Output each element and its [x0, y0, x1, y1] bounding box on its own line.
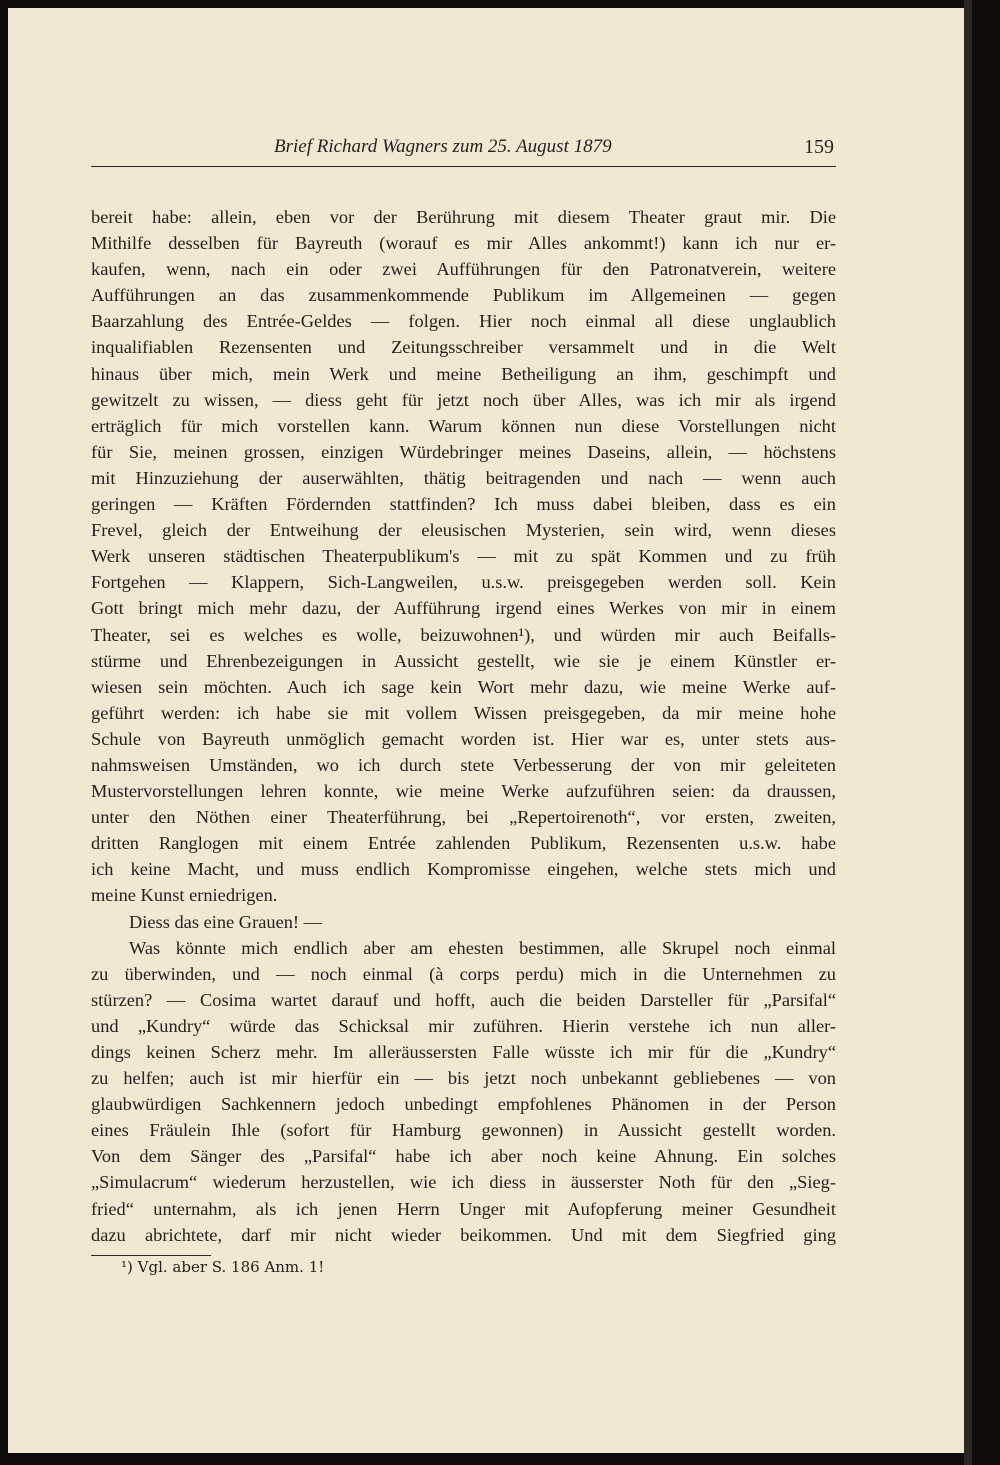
text-line: inqualifiablen Rezensenten und Zeitungsschreiber versammelt und in die Welt — [91, 337, 836, 358]
running-header-title: Brief Richard Wagners zum 25. August 1879 — [274, 136, 612, 157]
text-line: stürme und Ehrenbezeigungen in Aussicht gestellt, wie sie je einem Künstler er- — [91, 650, 836, 671]
text-line: fried“ unternahm, als ich jenen Herrn Unger mit Aufopferung meiner Gesundheit — [91, 1198, 836, 1219]
text-line: Aufführungen an das zusammenkommende Publikum im Allgemeinen — gegen — [91, 285, 836, 306]
text-line: Frevel, gleich der Entweihung der eleusischen Mysterien, sein wird, wenn dieses — [91, 520, 836, 541]
text-line: glaubwürdigen Sachkennern jedoch unbedingt empfohlenes Phänomen in der Person — [91, 1094, 836, 1115]
body-text — [91, 204, 836, 1248]
text-line: kaufen, wenn, nach ein oder zwei Aufführungen für den Patronatverein, weitere — [91, 259, 836, 280]
text-line: zu überwinden, und — noch einmal (à corps perdu) mich in die Unternehmen zu — [91, 963, 836, 984]
text-line: ich keine Macht, und muss endlich Kompromisse eingehen, welche stets mich und — [91, 859, 836, 880]
text-line: bereit habe: allein, eben vor der Berührung mit diesem Theater graut mir. Die — [91, 207, 836, 227]
text-line: Fortgehen — Klappern, Sich-Langweilen, u.s.w. preisgegeben werden soll. Kein — [91, 572, 836, 593]
text-line: Schule von Bayreuth unmöglich gemacht worden ist. Hier war es, unter stets aus- — [91, 728, 836, 749]
text-line: Diess das eine Grauen! — — [129, 911, 323, 932]
text-line: Theater, sei es welches es wolle, beizuwohnen¹), und würden mir auch Beifalls- — [91, 624, 836, 645]
text-line: meine Kunst erniedrigen. — [91, 885, 278, 906]
text-line: für Sie, meinen grossen, einzigen Würdebringer meines Daseins, allein, — höchstens — [91, 441, 836, 462]
text-line: Von dem Sänger des „Parsifal“ habe ich aber noch keine Ahnung. Ein solches — [91, 1146, 836, 1167]
text-line: Mustervorstellungen lehren konnte, wie meine Werke aufzuführen seien: da draussen, — [91, 781, 836, 802]
footnote-divider — [91, 1255, 211, 1256]
text-line: Werk unseren städtischen Theaterpublikum's — mit zu spät Kommen und zu früh — [91, 546, 836, 567]
text-line: Mithilfe desselben für Bayreuth (worauf es mir Alles ankommt!) kann ich nur er- — [91, 233, 836, 254]
text-line: geringen — Kräften Fördernden stattfinden? Ich muss dabei bleiben, dass es ein — [91, 494, 836, 515]
text-line: gewitzelt zu wissen, — diess geht für jetzt noch über Alles, was ich mir als irgend — [91, 389, 836, 410]
text-line: geführt werden: ich habe sie mit vollem Wissen preisgegeben, da mir meine hohe — [91, 702, 836, 723]
text-line: mit Hinzuziehung der auserwählten, thätig beitragenden und nach — wenn auch — [91, 467, 836, 488]
text-line: eines Fräulein Ihle (sofort für Hamburg gewonnen) in Aussicht gestellt worden. — [91, 1120, 836, 1141]
text-line: und „Kundry“ würde das Schicksal mir zuführen. Hierin verstehe ich nun aller- — [91, 1015, 836, 1036]
page-number: 159 — [804, 136, 834, 158]
text-line: dritten Ranglogen mit einem Entrée zahlenden Publikum, Rezensenten u.s.w. habe — [91, 833, 836, 854]
text-line: nahmsweisen Umständen, wo ich durch stete Verbesserung der von mir geleiteten — [91, 754, 836, 775]
text-line: erträglich für mich vorstellen kann. Warum können nun diese Vorstellungen nicht — [91, 415, 836, 436]
text-line: unter den Nöthen einer Theaterführung, bei „Repertoirenoth“, vor ersten, zweiten, — [91, 807, 836, 828]
text-line: Baarzahlung des Entrée-Geldes — folgen. Hier noch einmal all diese unglaublich — [91, 311, 836, 332]
text-line: „Simulacrum“ wiederum herzustellen, wie ich diess in äusserster Noth für den „Sieg- — [91, 1172, 836, 1193]
text-line: zu helfen; auch ist mir hierfür ein — bis jetzt noch unbekannt gebliebenes — von — [91, 1068, 836, 1089]
text-line: hinaus über mich, mein Werk und meine Betheiligung an ihm, geschimpft und — [91, 363, 836, 384]
text-line: dazu abrichtete, darf mir nicht wieder beikommen. Und mit dem Siegfried ging — [91, 1224, 836, 1245]
page-edge-shadow — [964, 0, 972, 1465]
text-line: stürzen? — Cosima wartet darauf und hofft, auch die beiden Darsteller für „Parsifal“ — [91, 989, 836, 1010]
running-header — [91, 134, 836, 167]
book-page — [8, 8, 972, 1453]
text-line: wiesen sein möchten. Auch ich sage kein Wort mehr dazu, wie meine Werke auf- — [91, 676, 836, 697]
text-line: Gott bringt mich mehr dazu, der Aufführung irgend eines Werkes von mir in einem — [91, 598, 836, 619]
text-line: dings keinen Scherz mehr. Im alleräussersten Falle wüsste ich mir für die „Kundry“ — [91, 1042, 836, 1062]
text-line: Was könnte mich endlich aber am ehesten bestimmen, alle Skrupel noch einmal — [129, 937, 836, 958]
footnote: ¹) Vgl. aber S. 186 Anm. 1! — [121, 1258, 325, 1276]
